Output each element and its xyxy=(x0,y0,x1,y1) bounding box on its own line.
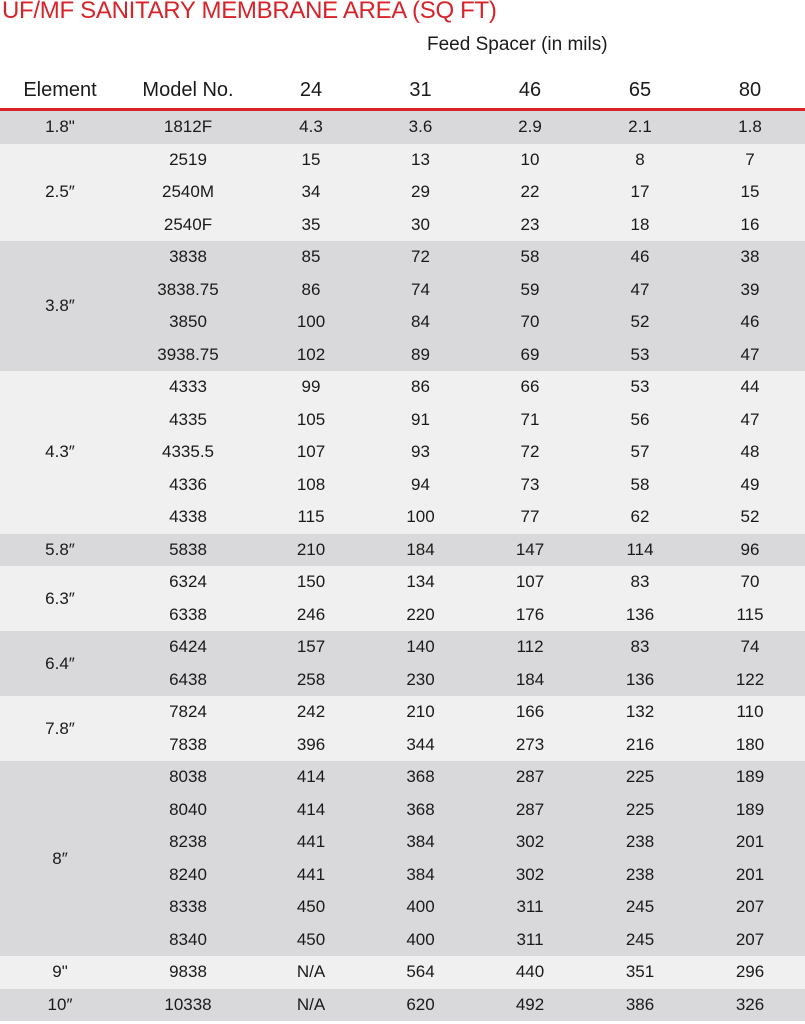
table-row xyxy=(120,274,805,307)
table-row xyxy=(120,696,805,729)
element-size-cell: 5.8″ xyxy=(45,539,75,559)
element-group xyxy=(0,696,805,761)
value-24-cell: 100 xyxy=(296,312,326,332)
value-80-cell: 122 xyxy=(735,669,765,689)
value-24-cell: 210 xyxy=(296,539,326,559)
value-24-cell: 441 xyxy=(296,832,326,852)
element-group xyxy=(0,631,805,696)
value-24-cell: 15 xyxy=(301,149,321,169)
value-65-cell: 56 xyxy=(630,409,650,429)
table-row xyxy=(120,924,805,957)
value-31-cell: 74 xyxy=(411,279,430,299)
element-size-cell: 6.4″ xyxy=(45,653,75,673)
value-80-cell: 1.8 xyxy=(738,117,762,137)
value-65-cell: 114 xyxy=(626,539,654,559)
value-65-cell: 245 xyxy=(625,897,655,917)
value-31-cell: 368 xyxy=(406,767,435,787)
element-group xyxy=(0,534,805,567)
value-65-cell: 83 xyxy=(630,572,650,592)
value-65-cell: 136 xyxy=(625,669,655,689)
value-31-cell: 140 xyxy=(406,637,435,657)
feed-spacer-label: Feed Spacer (in mils) xyxy=(427,34,608,55)
table-row xyxy=(120,111,805,144)
model-cell: 4336 xyxy=(169,474,207,494)
model-cell: 3938.75 xyxy=(157,344,219,364)
element-group xyxy=(0,989,805,1022)
value-31-cell: 30 xyxy=(411,214,430,234)
value-24-cell: 450 xyxy=(296,897,326,917)
value-65-cell: 52 xyxy=(630,312,650,332)
value-65-cell: 225 xyxy=(625,767,655,787)
element-size-cell: 1.8" xyxy=(45,117,75,137)
element-size-cell: 4.3″ xyxy=(45,442,75,462)
value-80-cell: 52 xyxy=(740,507,760,527)
table-row xyxy=(120,534,805,567)
table-row xyxy=(120,144,805,177)
value-31-cell: 100 xyxy=(406,507,435,527)
value-31-cell: 134 xyxy=(406,572,435,592)
value-24-cell: 396 xyxy=(296,734,326,754)
value-31-cell: 91 xyxy=(411,409,430,429)
element-size-cell: 9" xyxy=(52,962,68,982)
table-row xyxy=(120,176,805,209)
value-24-cell: 102 xyxy=(296,344,326,364)
model-cell: 8240 xyxy=(169,864,207,884)
value-46-cell: 302 xyxy=(515,864,545,884)
value-24-cell: 35 xyxy=(301,214,321,234)
value-65-cell: 18 xyxy=(630,214,650,234)
model-cell: 5838 xyxy=(169,539,207,559)
value-31-cell: 368 xyxy=(406,799,435,819)
value-24-cell: 107 xyxy=(296,442,326,462)
value-31-cell: 564 xyxy=(406,962,435,982)
value-80-cell: 15 xyxy=(740,182,760,202)
value-46-cell: 71 xyxy=(520,409,540,429)
value-31-cell: 400 xyxy=(406,929,435,949)
model-cell: 10338 xyxy=(164,994,212,1014)
value-31-cell: 344 xyxy=(406,734,435,754)
value-80-cell: 96 xyxy=(740,539,760,559)
value-24-cell: 242 xyxy=(296,702,326,722)
model-cell: 6338 xyxy=(169,604,207,624)
value-80-cell: 207 xyxy=(735,929,765,949)
value-46-cell: 73 xyxy=(520,474,540,494)
value-31-cell: 89 xyxy=(411,344,430,364)
value-80-cell: 189 xyxy=(735,767,765,787)
value-80-cell: 207 xyxy=(735,897,765,917)
element-size-cell: 6.3″ xyxy=(45,588,75,608)
value-31-cell: 29 xyxy=(411,182,430,202)
value-80-cell: 16 xyxy=(740,214,760,234)
value-31-cell: 93 xyxy=(411,442,430,462)
model-cell: 3838.75 xyxy=(157,279,219,299)
model-cell: 8040 xyxy=(169,799,207,819)
value-65-cell: 225 xyxy=(625,799,655,819)
column-header-24: 24 xyxy=(299,79,323,101)
value-65-cell: 17 xyxy=(630,182,650,202)
table-row xyxy=(120,729,805,762)
table-row xyxy=(120,404,805,437)
value-46-cell: 492 xyxy=(515,994,545,1014)
value-46-cell: 107 xyxy=(515,572,545,592)
value-24-cell: 4.3 xyxy=(299,117,323,137)
column-header-65: 65 xyxy=(628,79,652,101)
value-24-cell: 105 xyxy=(296,409,326,429)
value-46-cell: 2.9 xyxy=(518,117,542,137)
element-group xyxy=(0,956,805,989)
value-24-cell: 441 xyxy=(296,864,326,884)
table-row xyxy=(120,989,805,1022)
column-header-model: Model No. xyxy=(142,79,234,101)
table-row xyxy=(120,794,805,827)
model-cell: 8340 xyxy=(169,929,207,949)
value-31-cell: 72 xyxy=(411,247,430,267)
model-cell: 6324 xyxy=(169,572,207,592)
value-31-cell: 230 xyxy=(406,669,435,689)
value-65-cell: 47 xyxy=(630,279,650,299)
value-65-cell: 386 xyxy=(625,994,655,1014)
value-46-cell: 176 xyxy=(515,604,545,624)
value-46-cell: 70 xyxy=(520,312,540,332)
value-80-cell: 47 xyxy=(740,344,760,364)
value-31-cell: 384 xyxy=(406,832,435,852)
value-46-cell: 440 xyxy=(515,962,545,982)
value-46-cell: 287 xyxy=(515,799,545,819)
table-row xyxy=(120,664,805,697)
value-65-cell: 2.1 xyxy=(628,117,652,137)
element-group xyxy=(0,566,805,631)
table-row xyxy=(120,631,805,664)
table-row xyxy=(120,859,805,892)
value-46-cell: 302 xyxy=(515,832,545,852)
value-31-cell: 184 xyxy=(406,539,435,559)
table-row xyxy=(120,469,805,502)
value-31-cell: 384 xyxy=(406,864,435,884)
value-65-cell: 351 xyxy=(625,962,655,982)
value-24-cell: 246 xyxy=(296,604,326,624)
value-24-cell: 258 xyxy=(296,669,326,689)
value-65-cell: 216 xyxy=(625,734,655,754)
value-46-cell: 311 xyxy=(516,929,544,949)
value-80-cell: 7 xyxy=(745,149,755,169)
value-31-cell: 86 xyxy=(411,377,430,397)
value-46-cell: 59 xyxy=(520,279,540,299)
value-80-cell: 110 xyxy=(736,702,764,722)
value-65-cell: 8 xyxy=(635,149,645,169)
value-46-cell: 69 xyxy=(520,344,540,364)
value-46-cell: 184 xyxy=(515,669,545,689)
value-46-cell: 66 xyxy=(520,377,540,397)
value-80-cell: 44 xyxy=(740,377,760,397)
value-80-cell: 115 xyxy=(736,604,764,624)
value-31-cell: 620 xyxy=(406,994,435,1014)
model-cell: 4338 xyxy=(169,507,207,527)
table-row xyxy=(120,956,805,989)
table-row xyxy=(120,566,805,599)
element-group xyxy=(0,761,805,956)
value-65-cell: 46 xyxy=(630,247,650,267)
model-cell: 2540M xyxy=(162,182,214,202)
value-24-cell: 157 xyxy=(296,637,326,657)
value-80-cell: 49 xyxy=(740,474,760,494)
value-65-cell: 245 xyxy=(625,929,655,949)
element-group xyxy=(0,144,805,242)
value-80-cell: 70 xyxy=(740,572,760,592)
value-65-cell: 83 xyxy=(630,637,650,657)
value-65-cell: 238 xyxy=(625,832,655,852)
column-header-31: 31 xyxy=(409,79,432,101)
membrane-table xyxy=(0,111,805,1021)
value-80-cell: 180 xyxy=(735,734,765,754)
value-65-cell: 62 xyxy=(630,507,650,527)
table-row xyxy=(120,761,805,794)
value-80-cell: 74 xyxy=(740,637,760,657)
model-cell: 8238 xyxy=(169,832,207,852)
value-24-cell: 108 xyxy=(296,474,326,494)
model-cell: 3850 xyxy=(169,312,207,332)
value-46-cell: 22 xyxy=(520,182,540,202)
value-31-cell: 3.6 xyxy=(408,117,433,137)
value-24-cell: 450 xyxy=(296,929,326,949)
value-65-cell: 132 xyxy=(625,702,655,722)
value-46-cell: 147 xyxy=(515,539,545,559)
value-24-cell: 85 xyxy=(301,247,321,267)
model-cell: 4333 xyxy=(169,377,207,397)
table-row xyxy=(120,209,805,242)
table-row xyxy=(120,436,805,469)
value-80-cell: 38 xyxy=(740,247,760,267)
model-cell: 2540F xyxy=(163,214,213,234)
table-row xyxy=(120,599,805,632)
value-65-cell: 58 xyxy=(630,474,650,494)
model-cell: 3838 xyxy=(169,247,207,267)
table-row xyxy=(120,826,805,859)
value-80-cell: 189 xyxy=(735,799,765,819)
value-46-cell: 23 xyxy=(520,214,540,234)
value-46-cell: 311 xyxy=(516,897,544,917)
model-cell: 8338 xyxy=(169,897,207,917)
value-31-cell: 400 xyxy=(406,897,435,917)
model-cell: 8038 xyxy=(169,767,207,787)
model-cell: 1812F xyxy=(163,117,213,137)
model-cell: 7824 xyxy=(169,702,207,722)
value-24-cell: 115 xyxy=(297,507,325,527)
value-46-cell: 112 xyxy=(516,637,544,657)
model-cell: 6424 xyxy=(169,637,207,657)
value-80-cell: 39 xyxy=(740,279,760,299)
model-cell: 7838 xyxy=(169,734,207,754)
element-size-cell: 8″ xyxy=(52,848,68,868)
value-80-cell: 296 xyxy=(735,962,765,982)
model-cell: 6438 xyxy=(169,669,207,689)
element-size-cell: 2.5″ xyxy=(45,182,75,202)
value-80-cell: 46 xyxy=(740,312,760,332)
value-31-cell: 13 xyxy=(411,149,430,169)
table-row xyxy=(120,241,805,274)
value-24-cell: 86 xyxy=(301,279,321,299)
value-24-cell: 150 xyxy=(296,572,326,592)
value-46-cell: 72 xyxy=(520,442,540,462)
value-80-cell: 201 xyxy=(735,864,765,884)
table-row xyxy=(120,371,805,404)
table-row xyxy=(120,306,805,339)
value-65-cell: 238 xyxy=(625,864,655,884)
value-80-cell: 201 xyxy=(735,832,765,852)
value-46-cell: 287 xyxy=(515,767,545,787)
table-row xyxy=(120,339,805,372)
model-cell: 2519 xyxy=(169,149,207,169)
value-31-cell: 84 xyxy=(411,312,430,332)
column-header-46: 46 xyxy=(518,79,542,101)
value-24-cell: 99 xyxy=(301,377,321,397)
element-group xyxy=(0,371,805,534)
page-title: UF/MF SANITARY MEMBRANE AREA (SQ FT) xyxy=(2,0,497,24)
value-65-cell: 53 xyxy=(630,377,650,397)
model-cell: 4335 xyxy=(169,409,207,429)
value-46-cell: 77 xyxy=(520,507,540,527)
element-size-cell: 10″ xyxy=(47,994,73,1014)
value-24-cell: 34 xyxy=(301,182,321,202)
value-46-cell: 58 xyxy=(520,247,540,267)
value-31-cell: 210 xyxy=(406,702,435,722)
value-31-cell: 94 xyxy=(411,474,430,494)
element-size-cell: 3.8″ xyxy=(45,296,75,315)
value-65-cell: 57 xyxy=(630,442,650,462)
value-65-cell: 136 xyxy=(625,604,655,624)
value-80-cell: 48 xyxy=(740,442,760,462)
table-row xyxy=(120,891,805,924)
element-group xyxy=(0,111,805,144)
element-group xyxy=(0,241,805,371)
value-80-cell: 326 xyxy=(735,994,765,1014)
table-row xyxy=(120,501,805,534)
value-80-cell: 47 xyxy=(740,409,760,429)
value-65-cell: 53 xyxy=(630,344,650,364)
column-header-80: 80 xyxy=(738,79,762,101)
value-24-cell: N/A xyxy=(296,994,326,1014)
value-46-cell: 166 xyxy=(515,702,545,722)
model-cell: 4335.5 xyxy=(162,442,214,462)
value-31-cell: 220 xyxy=(406,604,435,624)
value-46-cell: 273 xyxy=(515,734,545,754)
value-46-cell: 10 xyxy=(520,149,540,169)
model-cell: 9838 xyxy=(169,962,207,982)
value-24-cell: 414 xyxy=(296,799,326,819)
value-24-cell: 414 xyxy=(296,767,326,787)
element-size-cell: 7.8″ xyxy=(45,718,75,738)
value-24-cell: N/A xyxy=(296,962,326,982)
column-header-element: Element xyxy=(23,79,97,101)
